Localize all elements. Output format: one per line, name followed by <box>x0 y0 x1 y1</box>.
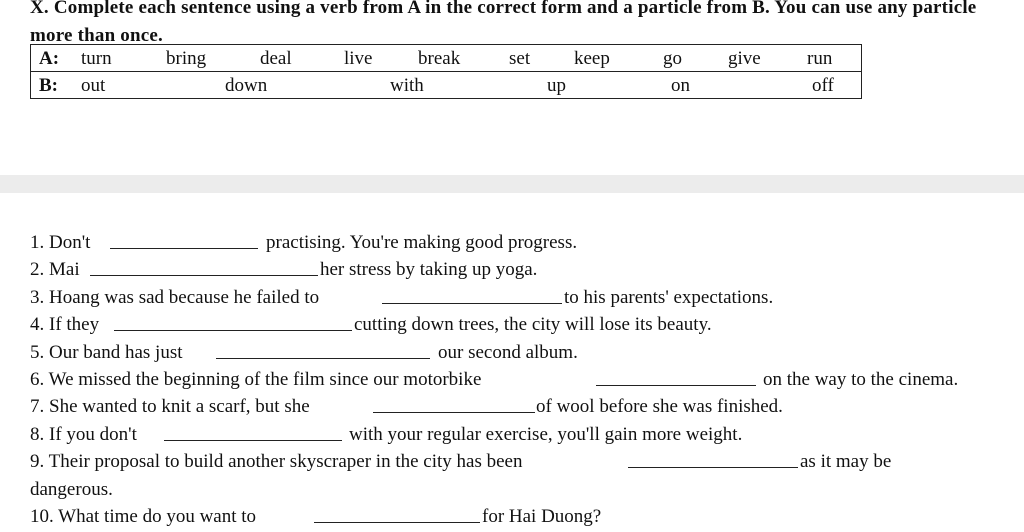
particle-word: on <box>671 75 690 96</box>
particle-word: down <box>225 75 268 96</box>
particle-word: off <box>812 75 834 96</box>
sentence-10 <box>30 503 1015 530</box>
answer-blank[interactable] <box>373 412 535 413</box>
word-bank-row-a-cell <box>31 45 862 72</box>
answer-blank[interactable] <box>216 358 430 359</box>
particle-word: up <box>547 75 566 96</box>
verb-word: live <box>344 48 373 69</box>
sentence-text: 7. She wanted to knit a scarf, but she <box>30 396 310 418</box>
exercise-header-card <box>0 0 1024 175</box>
sentence-list <box>30 229 1015 530</box>
answer-blank[interactable] <box>164 440 342 441</box>
sentence-text: 1. Don't <box>30 232 91 253</box>
verb-word: keep <box>574 48 610 69</box>
sentence-text: 5. Our band has just <box>30 341 183 363</box>
sentence-text: 9. Their proposal to build another skyscraper in the city has been <box>30 451 523 473</box>
sentence-1 <box>30 229 1015 256</box>
verb-word: bring <box>166 48 207 69</box>
sentence-9-continued <box>30 476 1015 503</box>
sentence-text: to his parents' expectations. <box>564 286 774 308</box>
sentence-7 <box>30 393 1015 420</box>
sentence-text: 8. If you don't <box>30 423 137 445</box>
word-bank-row-a <box>31 45 862 72</box>
row-b-label: B: <box>39 75 58 96</box>
answer-blank[interactable] <box>90 275 318 276</box>
sentence-text: her stress by taking up yoga. <box>320 259 538 281</box>
answer-blank[interactable] <box>114 330 352 331</box>
sentence-text: on the way to the cinema. <box>763 368 959 390</box>
word-bank-table <box>30 44 862 99</box>
sentence-2 <box>30 256 1015 283</box>
sentence-text: 6. We missed the beginning of the film since our motorbike <box>30 368 482 390</box>
word-bank-row-b <box>31 72 862 99</box>
sentence-text: for Hai Duong? <box>482 505 602 527</box>
sentence-6 <box>30 366 1015 393</box>
particle-word: with <box>390 75 424 96</box>
verb-word: run <box>807 48 833 69</box>
answer-blank[interactable] <box>110 248 258 249</box>
sentence-8 <box>30 421 1015 448</box>
sentence-text: practising. You're making good progress. <box>266 232 578 253</box>
row-a-label: A: <box>39 48 60 69</box>
sentence-text: 10. What time do you want to <box>30 505 257 527</box>
verb-word: break <box>418 48 461 69</box>
sentence-text: our second album. <box>438 341 578 363</box>
word-bank-row-b-cell <box>31 72 862 99</box>
sentence-text: of wool before she was finished. <box>536 396 783 418</box>
verb-word: give <box>728 48 761 69</box>
answer-blank[interactable] <box>596 385 756 386</box>
sentence-text: dangerous. <box>30 478 113 500</box>
particle-word: out <box>81 75 106 96</box>
sentence-text: 4. If they <box>30 314 100 336</box>
verb-word: deal <box>260 48 292 69</box>
sentence-text: with your regular exercise, you'll gain more weight. <box>349 423 743 445</box>
exercise-instruction: X. Complete each sentence using a verb from A in the correct form and a particle from B. You can use any particle more than once. <box>30 0 977 46</box>
sentence-5 <box>30 339 1015 366</box>
sentence-text: cutting down trees, the city will lose its beauty. <box>354 314 712 336</box>
sentence-text: 2. Mai <box>30 259 80 281</box>
sentence-9 <box>30 448 1015 475</box>
verb-word: turn <box>81 48 112 69</box>
sentence-4 <box>30 311 1015 338</box>
sentences-card <box>0 193 1024 532</box>
answer-blank[interactable] <box>628 467 798 468</box>
answer-blank[interactable] <box>314 522 480 523</box>
verb-word: go <box>663 48 682 69</box>
sentence-3 <box>30 284 1015 311</box>
answer-blank[interactable] <box>382 303 562 304</box>
sentence-text: as it may be <box>800 451 892 473</box>
sentence-text: 3. Hoang was sad because he failed to <box>30 286 320 308</box>
verb-word: set <box>509 48 531 69</box>
